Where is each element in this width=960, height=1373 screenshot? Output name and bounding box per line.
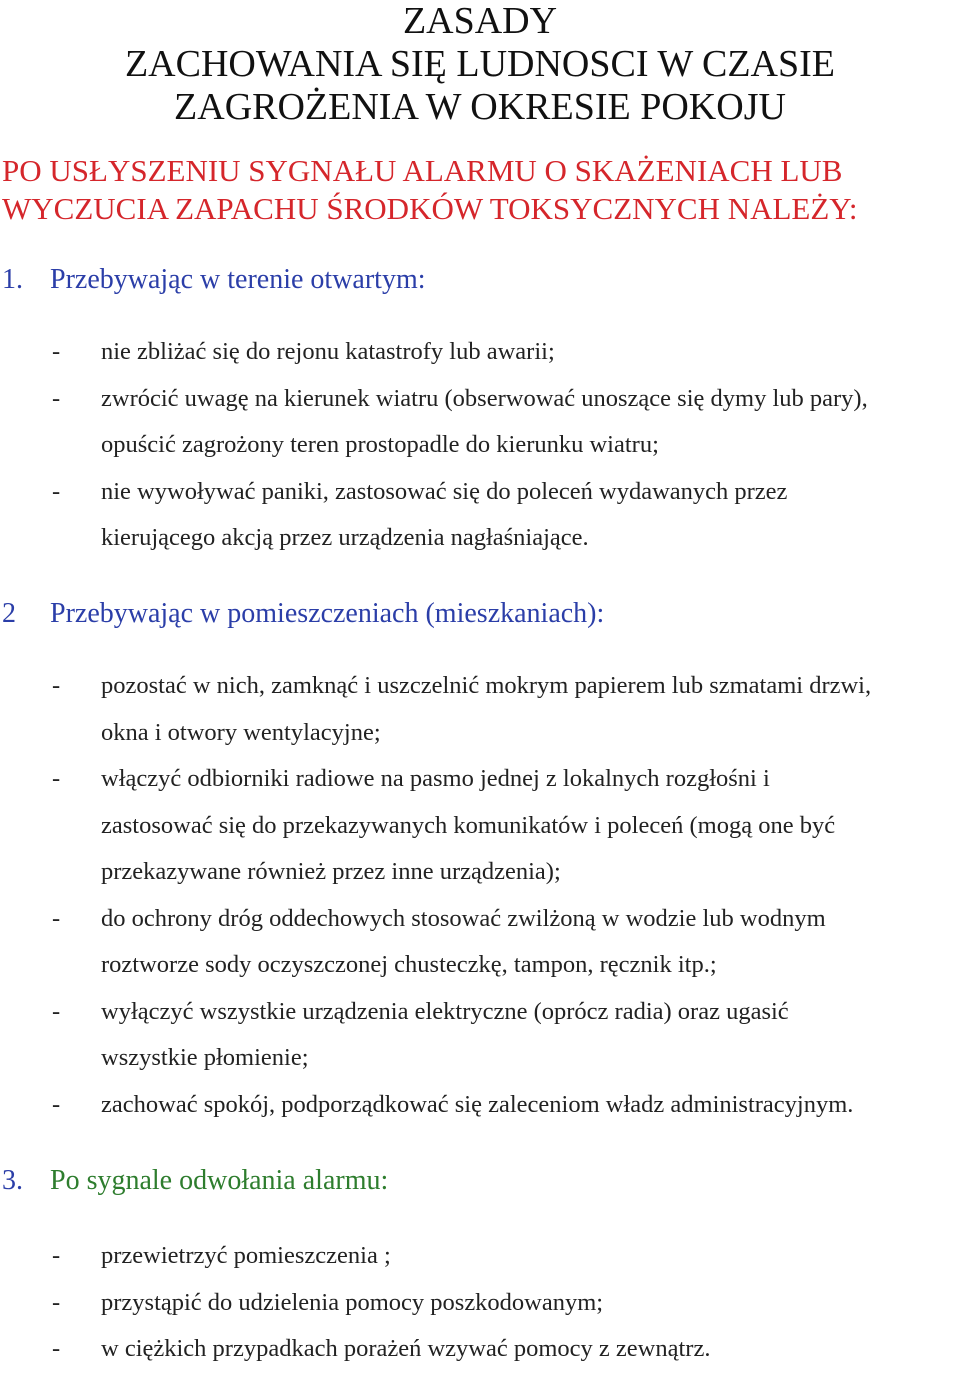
item-line: włączyć odbiorniki radiowe na pasmo jednej z lokalnych rozgłośni i [101, 765, 770, 792]
list-dash: - [52, 1242, 61, 1269]
list-dash: - [52, 765, 61, 792]
alarm-instruction [0, 152, 960, 228]
list-item [0, 663, 960, 756]
section-number: 2 [2, 598, 16, 629]
document-title [0, 0, 960, 129]
item-line: do ochrony dróg oddechowych stosować zwilżoną w wodzie lub wodnym [101, 904, 826, 932]
section-heading [0, 1164, 960, 1198]
list-dash: - [52, 477, 61, 505]
instruction-list [0, 1233, 960, 1373]
list-dash: - [52, 997, 61, 1025]
section-number: 1. [2, 264, 23, 295]
item-line: zastosować się do przekazywanych komunikatów i poleceń (mogą one być [101, 811, 836, 839]
item-line: przewietrzyć pomieszczenia ; [101, 1242, 391, 1269]
alarm-line: WYCZUCIA ZAPACHU ŚRODKÓW TOKSYCZNYCH NALEŻY: [2, 191, 858, 226]
list-dash: - [52, 672, 61, 699]
item-line: pozostać w nich, zamknąć i uszczelnić mokrym papierem lub szmatami drzwi, [101, 672, 872, 699]
list-item [0, 1233, 960, 1280]
list-item [0, 896, 960, 989]
item-line: zachować spokój, podporządkować się zaleceniom władz administracyjnym. [101, 1090, 854, 1118]
list-item [0, 756, 960, 896]
list-dash: - [52, 1335, 61, 1362]
list-item [0, 1280, 960, 1327]
list-dash: - [52, 1288, 61, 1316]
title-line: ZACHOWANIA SIĘ LUDNOSCI W CZASIE [124, 43, 836, 85]
section-heading [0, 263, 960, 297]
list-item [0, 376, 960, 469]
item-line: przekazywane również przez inne urządzenia); [101, 858, 561, 885]
item-line: opuścić zagrożony teren prostopadle do kierunku wiatru; [101, 431, 659, 458]
section-open-terrain [0, 263, 960, 562]
list-dash: - [52, 384, 61, 412]
item-line: zwrócić uwagę na kierunek wiatru (obserwować unoszące się dymy lub pary), [101, 384, 868, 412]
section-title: Po sygnale odwołania alarmu: [50, 1165, 389, 1196]
alarm-line: PO USŁYSZENIU SYGNAŁU ALARMU O SKAŻENIACH LUB [2, 153, 843, 188]
item-line: nie zbliżać się do rejonu katastrofy lub awarii; [101, 338, 555, 365]
list-dash: - [52, 338, 61, 365]
item-line: kierującego akcją przez urządzenia nagłaśniające. [101, 524, 589, 551]
item-line: przystąpić do udzielenia pomocy poszkodowanym; [101, 1288, 604, 1316]
list-dash: - [52, 904, 61, 932]
item-line: wyłączyć wszystkie urządzenia elektryczne (oprócz radia) oraz ugasić [101, 997, 789, 1025]
item-line: nie wywoływać paniki, zastosować się do poleceń wydawanych przez [101, 477, 788, 505]
section-number: 3. [2, 1165, 23, 1196]
title-line: ZAGROŻENIA W OKRESIE POKOJU [174, 86, 786, 128]
section-title: Przebywając w pomieszczeniach (mieszkaniach): [50, 598, 605, 629]
section-after-alarm [0, 1164, 960, 1373]
item-line: w ciężkich przypadkach porażeń wzywać pomocy z zewnątrz. [101, 1335, 711, 1362]
list-dash: - [52, 1090, 61, 1118]
list-item [0, 329, 960, 376]
instruction-list [0, 663, 960, 1128]
instruction-list [0, 329, 960, 562]
list-item [0, 1326, 960, 1373]
title-line: ZASADY [402, 0, 558, 42]
section-title: Przebywając w terenie otwartym: [50, 264, 426, 295]
section-heading [0, 597, 960, 631]
item-line: okna i otwory wentylacyjne; [101, 718, 381, 746]
section-indoors [0, 597, 960, 1128]
list-item [0, 1082, 960, 1129]
list-item [0, 469, 960, 562]
item-line: roztworze sody oczyszczonej chusteczkę, tampon, ręcznik itp.; [101, 951, 717, 978]
item-line: wszystkie płomienie; [101, 1044, 309, 1071]
list-item [0, 989, 960, 1082]
